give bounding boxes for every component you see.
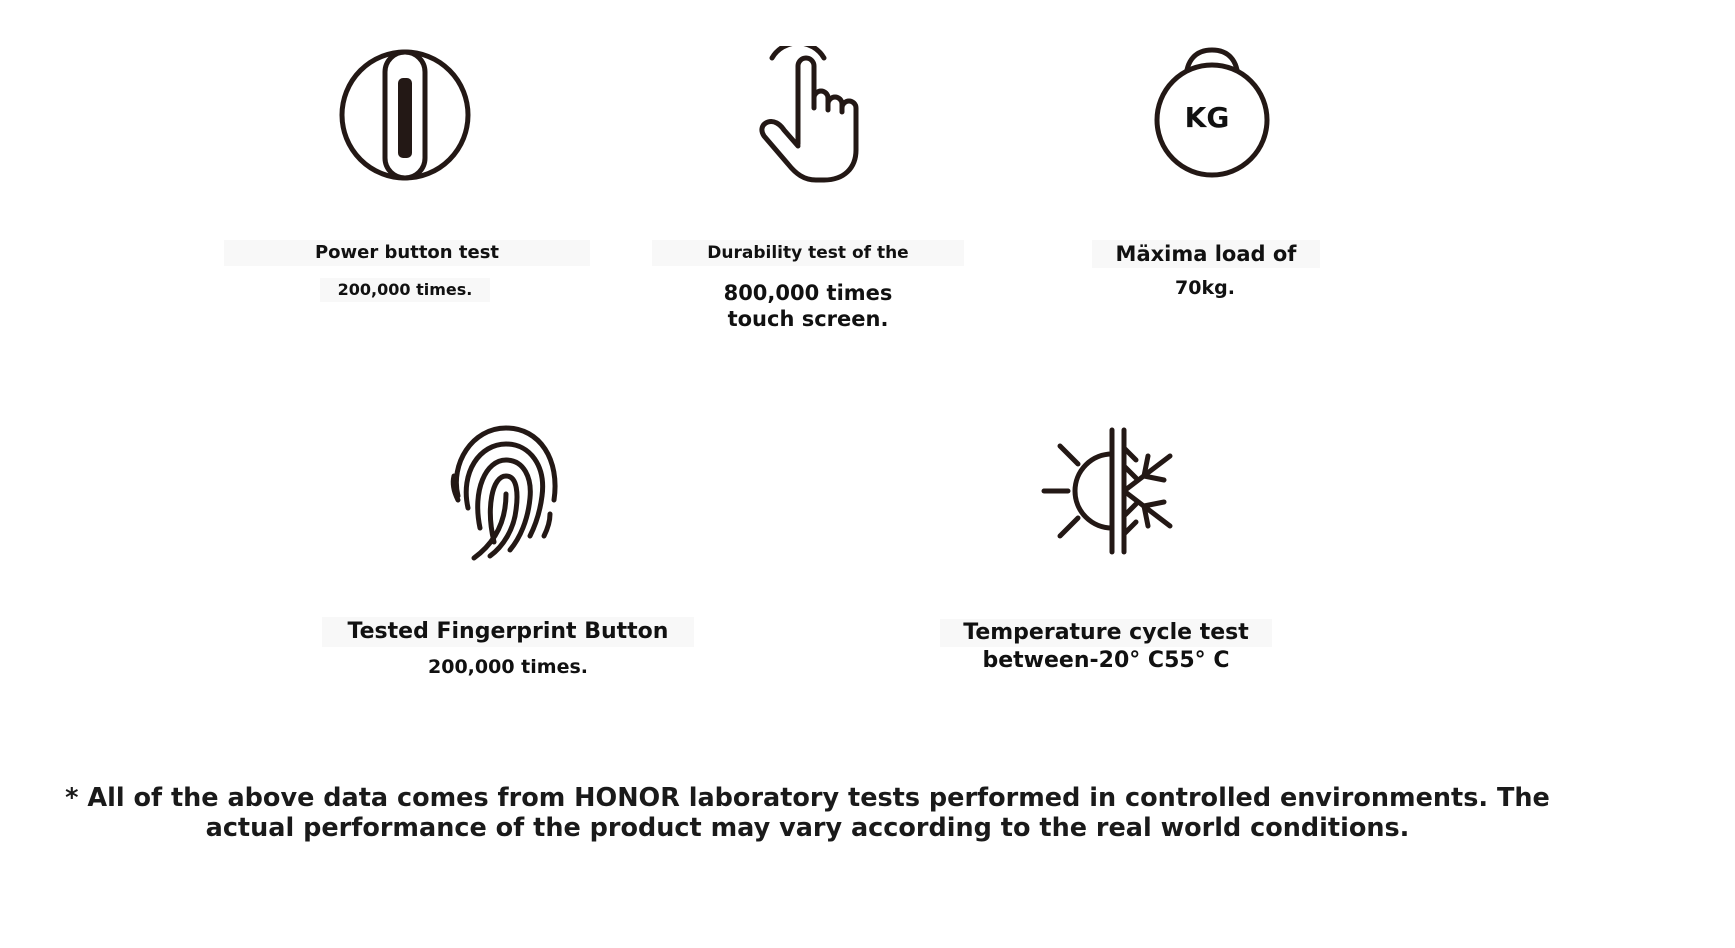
- touch-hand-icon: [758, 46, 868, 186]
- fingerprint-icon: [446, 424, 566, 564]
- disclaimer-text: [60, 783, 1555, 843]
- power-test-label: Power button test: [224, 240, 590, 266]
- touch-test-subject: touch screen.: [727, 307, 889, 331]
- load-test-value: 70kg.: [1175, 277, 1235, 299]
- sun-snowflake-icon: [1040, 426, 1180, 556]
- fingerprint-test-count: 200,000 times.: [428, 656, 588, 678]
- disclaimer-line-2: actual performance of the product may vary according to the real world conditions.: [205, 813, 1410, 843]
- temperature-test-label: Temperature cycle test: [940, 619, 1272, 647]
- touch-test-label: Durability test of the: [652, 240, 964, 266]
- temperature-test-range: between-20° C55° C: [982, 648, 1230, 673]
- power-test-count: 200,000 times.: [320, 278, 490, 302]
- load-test-label: Mäxima load of: [1092, 240, 1320, 268]
- kg-weight-icon-text: KG: [1184, 101, 1230, 134]
- power-button-icon: [336, 46, 474, 184]
- disclaimer-line-1: * All of the above data comes from HONOR laboratory tests performed in controlled environments. The: [65, 783, 1550, 813]
- fingerprint-test-label: Tested Fingerprint Button: [322, 617, 694, 647]
- touch-test-count: 800,000 times: [723, 281, 893, 305]
